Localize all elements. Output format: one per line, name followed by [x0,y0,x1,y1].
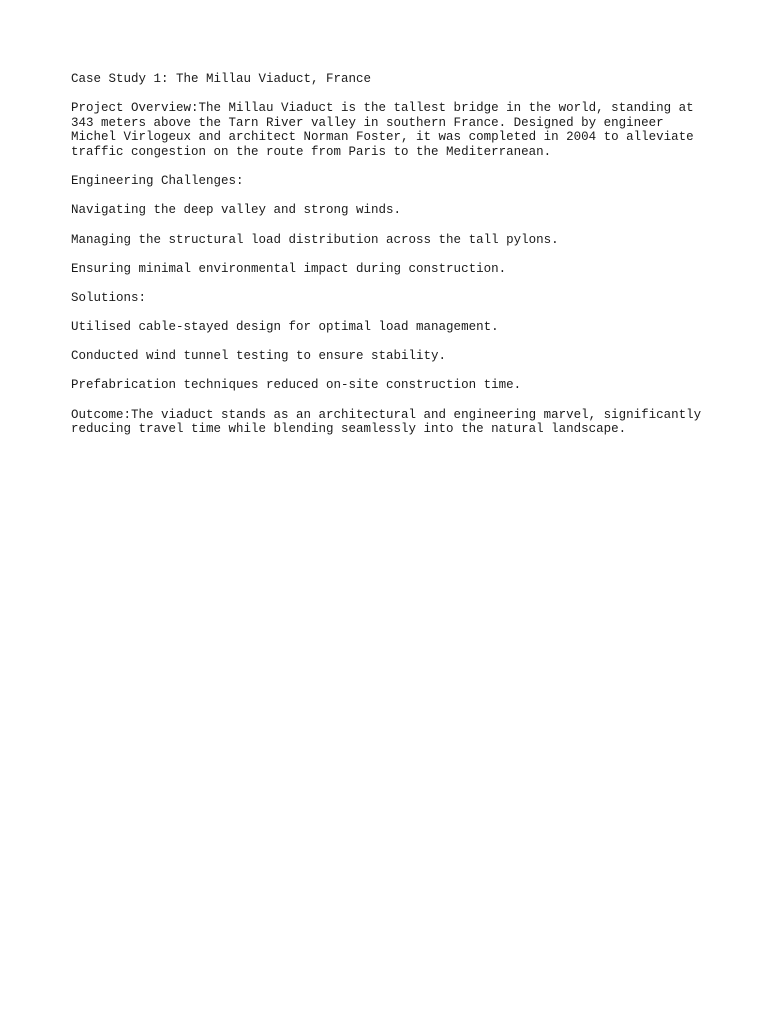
document-page [71,72,711,451]
challenge-item: Managing the structural load distribution across the tall pylons. [71,232,559,247]
challenge-item: Navigating the deep valley and strong winds. [71,203,402,218]
project-overview-paragraph: Project Overview:The Millau Viaduct is the tallest bridge in the world, standing at 343 meters above the Tarn River valley in southern France. Designed by engineer Michel Virlogeux and architect Norman Foster, it was completed in 2004 to alleviate traffic congestion on the route from Paris to the Mediterranean. [71,101,694,159]
solutions-heading: Solutions: [71,290,147,305]
challenges-heading: Engineering Challenges: [71,174,244,189]
outcome-paragraph: Outcome:The viaduct stands as an architectural and engineering marvel, significantly reducing travel time while blending seamlessly into the natural landscape. [71,407,702,437]
solution-item: Prefabrication techniques reduced on-site construction time. [71,378,522,393]
document-title: Case Study 1: The Millau Viaduct, France [71,72,372,86]
solution-item: Conducted wind tunnel testing to ensure stability. [71,349,447,364]
solution-item: Utilised cable-stayed design for optimal load management. [71,320,499,335]
challenge-item: Ensuring minimal environmental impact during construction. [71,261,507,276]
